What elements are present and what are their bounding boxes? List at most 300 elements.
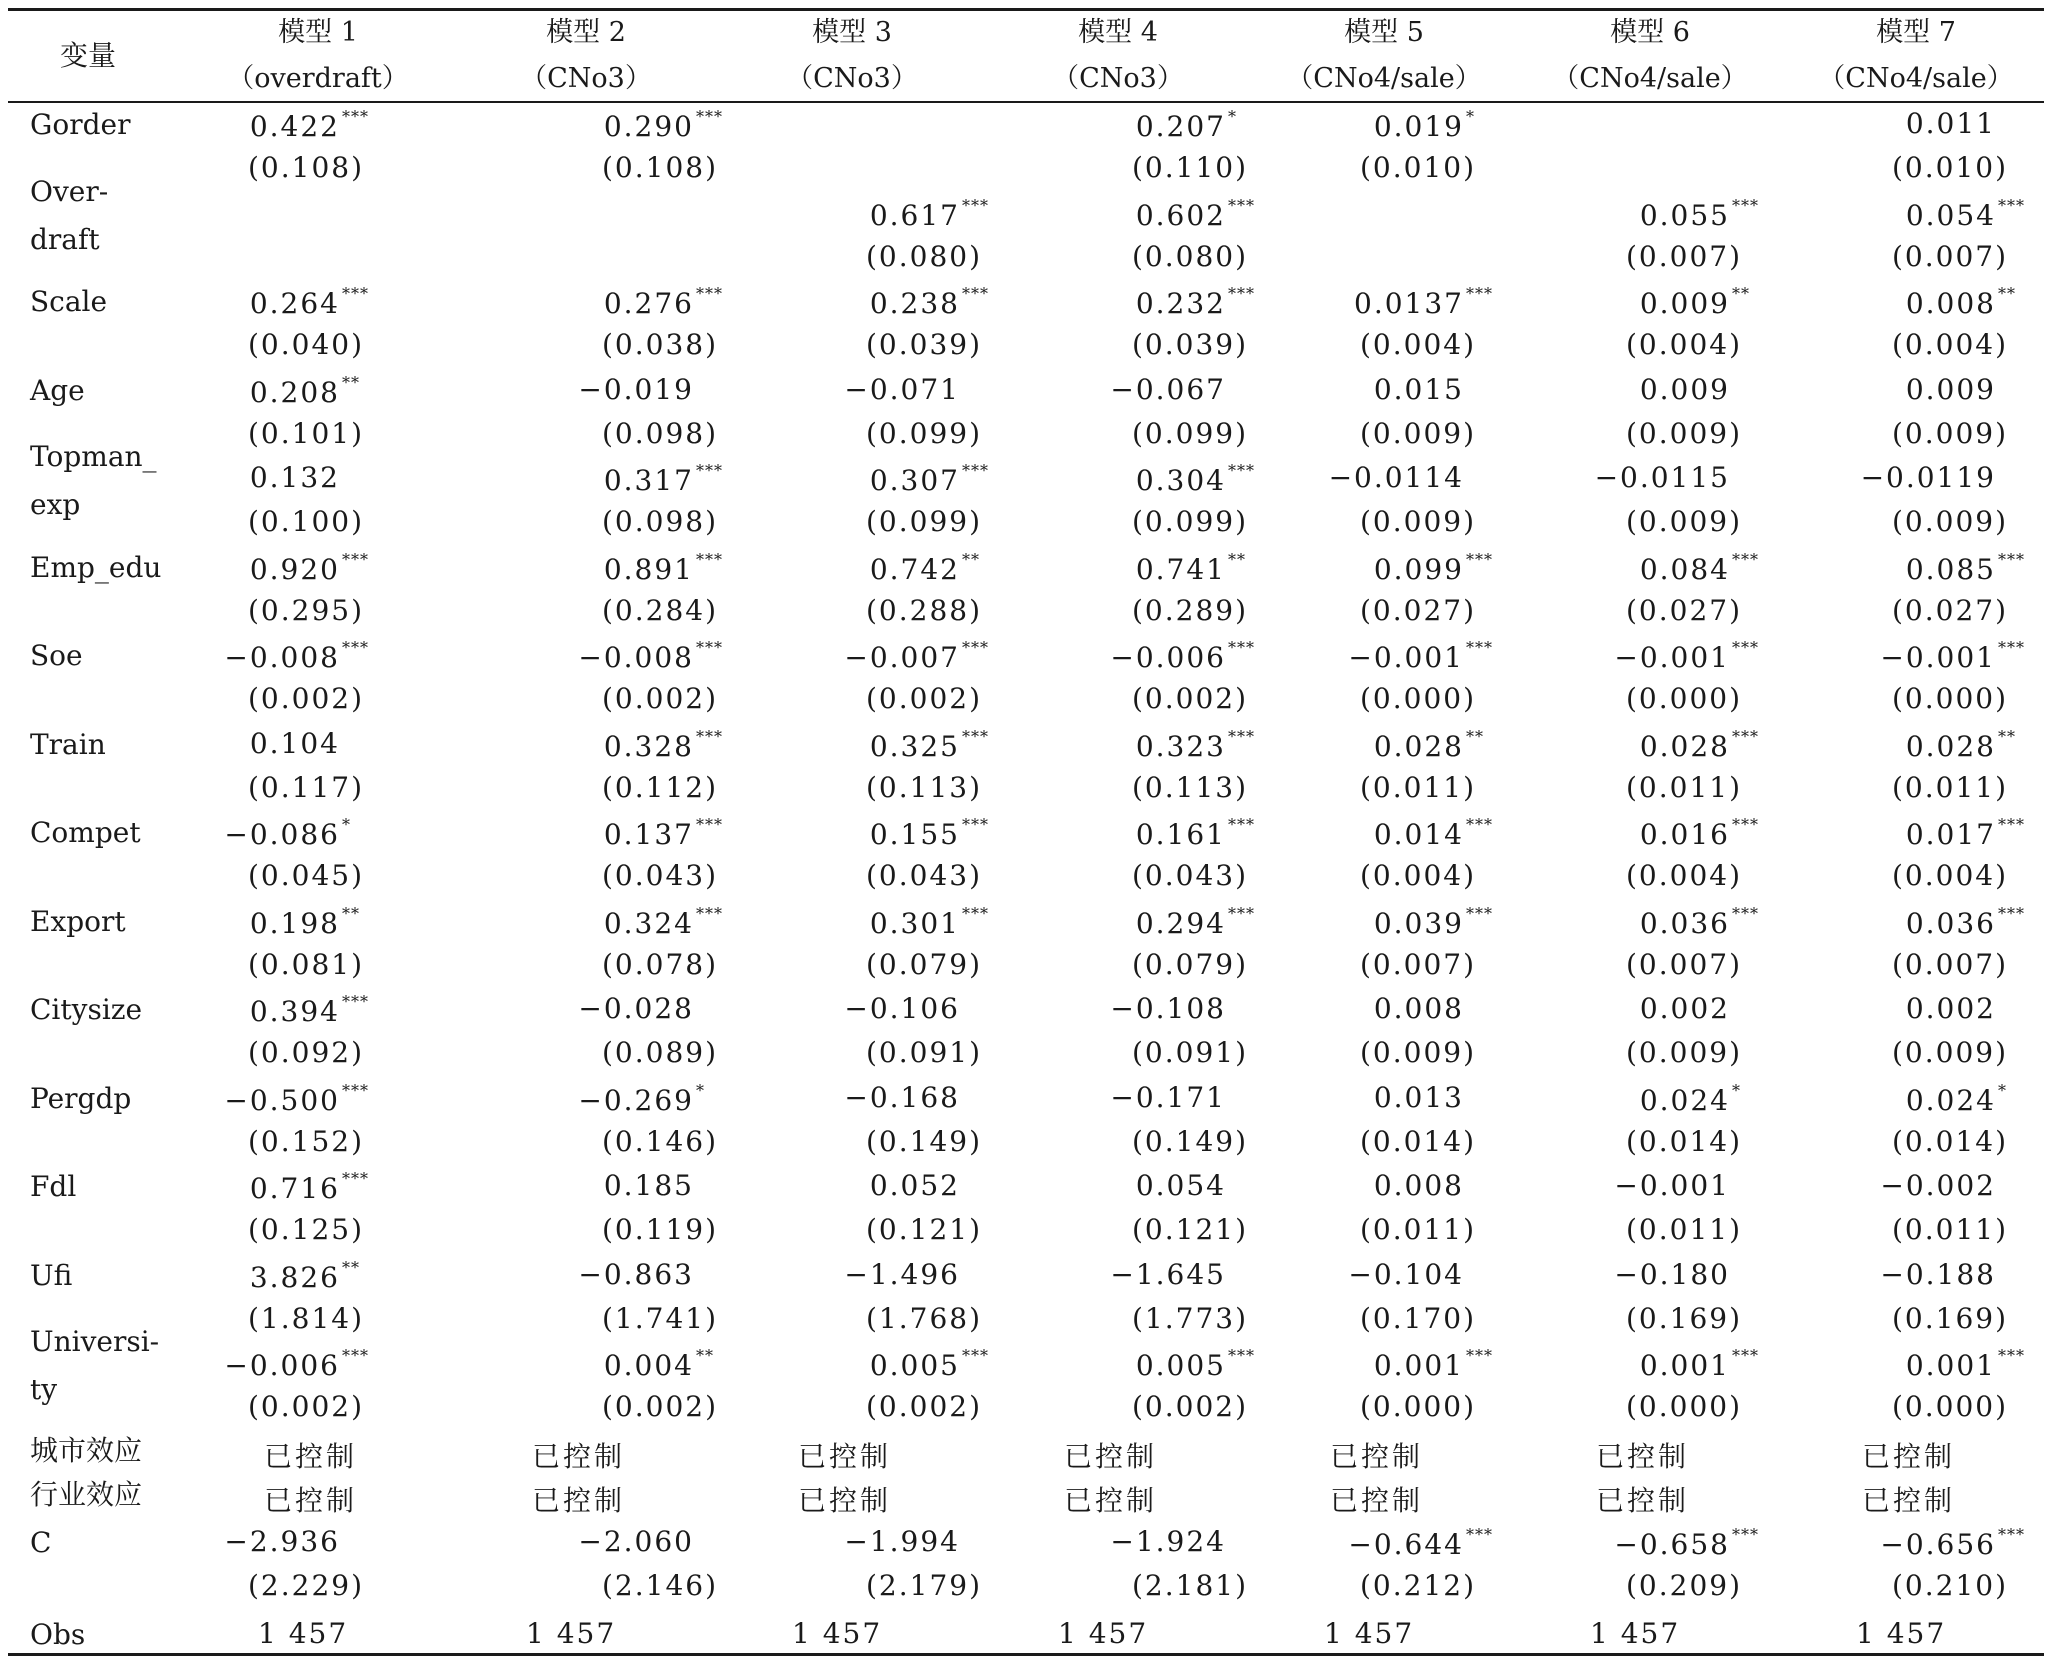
significance-stars: *** xyxy=(696,903,723,923)
coefficient-value: 0.054 xyxy=(1905,198,1996,232)
coefficient-cell xyxy=(1640,815,1759,851)
significance-stars: *** xyxy=(1228,638,1255,657)
standard-error-cell: (1.773) xyxy=(1131,1301,1248,1335)
coefficient-value: 0.008 xyxy=(1905,287,1996,320)
coefficient-value: −0.006 xyxy=(224,1349,340,1382)
standard-error-cell: (0.014) xyxy=(1891,1124,2008,1158)
coefficient-value: −1.924 xyxy=(1110,1524,1226,1558)
coefficient-value: 0.016 xyxy=(1639,818,1730,851)
standard-error-cell: (0.098) xyxy=(601,416,718,450)
standard-error-cell: (0.149) xyxy=(865,1124,982,1158)
coefficient-value: 0.742 xyxy=(869,552,960,586)
significance-stars: *** xyxy=(1732,815,1759,834)
coefficient-value: 0.238 xyxy=(869,287,960,320)
model-header-7 xyxy=(1786,10,2046,102)
coefficient-value: −0.067 xyxy=(1110,372,1226,406)
significance-stars: *** xyxy=(962,638,989,657)
coefficient-value: −0.180 xyxy=(1614,1257,1730,1291)
significance-stars: *** xyxy=(1732,726,1759,746)
coefficient-cell xyxy=(1110,1081,1226,1114)
significance-stars: ** xyxy=(1466,726,1484,746)
significance-stars: *** xyxy=(962,1346,989,1365)
significance-stars: *** xyxy=(342,1080,369,1100)
standard-error-cell: (0.099) xyxy=(1131,416,1248,450)
coefficient-cell xyxy=(1374,992,1464,1025)
coefficient-cell xyxy=(1136,727,1255,763)
significance-stars: * xyxy=(342,815,351,834)
standard-error-cell: (1.768) xyxy=(865,1301,982,1335)
coefficient-cell xyxy=(1906,992,1996,1025)
standard-error-cell: (0.110) xyxy=(1131,151,1248,184)
model-dependent-variable: （CNo3） xyxy=(520,63,652,94)
standard-error-cell: (0.000) xyxy=(1891,1390,2008,1423)
coefficient-cell xyxy=(1374,107,1475,143)
coefficient-cell xyxy=(250,727,340,760)
coefficient-value: 0.422 xyxy=(249,110,340,143)
standard-error-cell: (0.002) xyxy=(247,1390,364,1423)
variable-name: exp xyxy=(30,488,81,521)
coefficient-cell xyxy=(250,373,360,409)
observations-value: 1 457 xyxy=(792,1616,883,1650)
model-dependent-variable: （overdraft） xyxy=(227,63,409,94)
coefficient-value: 0.232 xyxy=(1135,287,1226,320)
significance-stars: *** xyxy=(342,1346,369,1365)
standard-error-cell: (0.039) xyxy=(865,328,982,361)
significance-stars: *** xyxy=(962,726,989,746)
standard-error-cell: (0.209) xyxy=(1625,1568,1742,1602)
standard-error-cell: (0.108) xyxy=(247,151,364,184)
coefficient-value: 0.009 xyxy=(1639,372,1730,406)
standard-error-cell: (0.002) xyxy=(247,682,364,715)
variable-name: Soe xyxy=(30,639,83,672)
coefficient-cell xyxy=(1136,1169,1226,1202)
significance-stars: *** xyxy=(1998,1346,2025,1365)
coefficient-value: −0.028 xyxy=(578,992,694,1025)
standard-error-cell: (0.113) xyxy=(865,770,982,804)
standard-error-cell: (0.009) xyxy=(1625,416,1742,450)
coefficient-value: −0.001 xyxy=(1614,641,1730,674)
coefficient-cell xyxy=(870,196,989,232)
coefficient-cell xyxy=(1614,1525,1759,1561)
model-dependent-variable: （CNo4/sale） xyxy=(1286,63,1482,94)
coefficient-value: 0.301 xyxy=(869,906,960,940)
coefficient-cell xyxy=(1906,1081,2007,1117)
coefficient-value: 0.185 xyxy=(603,1169,694,1202)
standard-error-cell: (0.099) xyxy=(1131,505,1248,538)
significance-stars: * xyxy=(1466,107,1475,126)
coefficient-cell xyxy=(1374,904,1493,940)
coefficient-value: −0.001 xyxy=(1348,641,1464,674)
control-status: 已控制 xyxy=(532,1483,626,1517)
coefficient-cell xyxy=(1374,1346,1493,1382)
model-header-2 xyxy=(456,10,716,102)
standard-error-cell: (0.092) xyxy=(247,1036,364,1069)
coefficient-cell xyxy=(224,1081,369,1117)
significance-stars: *** xyxy=(1732,903,1759,923)
standard-error-cell: (0.045) xyxy=(247,859,364,892)
coefficient-cell xyxy=(1136,550,1246,586)
coefficient-cell xyxy=(1136,196,1255,232)
coefficient-cell xyxy=(1906,107,1996,140)
bottom-rule xyxy=(8,1653,2044,1656)
coefficient-value: 0.741 xyxy=(1135,552,1226,586)
coefficient-value: 0.099 xyxy=(1373,552,1464,586)
constant-label: C xyxy=(30,1525,52,1559)
model-header-6 xyxy=(1520,10,1780,102)
standard-error-cell: (0.000) xyxy=(1625,1390,1742,1423)
significance-stars: *** xyxy=(1228,815,1255,834)
significance-stars: *** xyxy=(1998,903,2025,923)
model-name: 模型 6 xyxy=(1610,17,1690,48)
coefficient-cell xyxy=(1614,1258,1730,1291)
coefficient-value: 0.008 xyxy=(1373,992,1464,1025)
significance-stars: *** xyxy=(342,284,369,303)
standard-error-cell: (0.009) xyxy=(1359,416,1476,450)
significance-stars: *** xyxy=(696,461,723,480)
variable-name: Pergdp xyxy=(30,1081,132,1115)
coefficient-cell xyxy=(870,461,989,497)
standard-error-cell: (0.027) xyxy=(1625,593,1742,627)
coefficient-cell xyxy=(1374,373,1464,406)
model-dependent-variable: （CNo3） xyxy=(1052,63,1184,94)
variable-name: Topman_ xyxy=(30,440,157,473)
coefficient-value: −0.108 xyxy=(1110,992,1226,1025)
coefficient-value: 0.039 xyxy=(1373,906,1464,940)
coefficient-value: 0.920 xyxy=(249,552,340,586)
standard-error-cell: (0.011) xyxy=(1625,1213,1742,1246)
coefficient-cell xyxy=(870,904,989,940)
significance-stars: *** xyxy=(1228,195,1255,215)
coefficient-value: 0.017 xyxy=(1905,818,1996,851)
coefficient-value: 0.891 xyxy=(603,552,694,586)
coefficient-cell xyxy=(1329,461,1464,494)
coefficient-cell xyxy=(578,638,723,674)
coefficient-cell xyxy=(1861,461,1996,494)
model-name: 模型 7 xyxy=(1876,17,1956,48)
significance-stars: *** xyxy=(1998,549,2025,569)
significance-stars: ** xyxy=(1998,726,2016,746)
standard-error-cell: (0.170) xyxy=(1359,1301,1476,1335)
coefficient-value: 0.054 xyxy=(1135,1169,1226,1202)
coefficient-cell xyxy=(604,461,723,497)
coefficient-value: 0.617 xyxy=(869,198,960,232)
coefficient-cell xyxy=(1348,1258,1464,1291)
coefficient-value: 0.307 xyxy=(869,464,960,497)
model-name: 模型 1 xyxy=(278,17,358,48)
significance-stars: *** xyxy=(1998,1524,2025,1544)
coefficient-cell xyxy=(604,550,723,586)
control-status: 已控制 xyxy=(1862,1483,1956,1517)
coefficient-cell xyxy=(1374,727,1484,763)
significance-stars: *** xyxy=(1228,726,1255,746)
coefficient-cell xyxy=(578,1258,694,1291)
standard-error-cell: (0.210) xyxy=(1891,1568,2008,1602)
standard-error-cell: (0.098) xyxy=(601,505,718,538)
significance-stars: ** xyxy=(1228,549,1246,569)
standard-error-cell: (0.117) xyxy=(247,770,364,804)
coefficient-cell xyxy=(1614,1169,1730,1202)
standard-error-cell: (0.007) xyxy=(1625,947,1742,981)
variable-name: Over- xyxy=(30,174,109,208)
significance-stars: *** xyxy=(1228,1346,1255,1365)
control-status: 已控制 xyxy=(1330,1439,1424,1473)
coefficient-cell xyxy=(250,461,340,494)
coefficient-cell xyxy=(1906,196,2025,232)
significance-stars: ** xyxy=(342,1257,360,1277)
coefficient-value: 0.004 xyxy=(603,1349,694,1382)
coefficient-cell xyxy=(250,904,360,940)
coefficient-value: −0.656 xyxy=(1880,1527,1996,1561)
model-name: 模型 2 xyxy=(546,17,626,48)
coefficient-value: 0.019 xyxy=(1373,110,1464,143)
coefficient-value: −0.008 xyxy=(224,641,340,674)
standard-error-cell: (0.011) xyxy=(1359,770,1476,804)
significance-stars: *** xyxy=(696,549,723,569)
coefficient-value: −1.994 xyxy=(844,1524,960,1558)
significance-stars: * xyxy=(1998,1080,2007,1100)
coefficient-value: 0.024 xyxy=(1639,1083,1730,1117)
standard-error-cell: (0.000) xyxy=(1359,682,1476,715)
standard-error-cell: (0.002) xyxy=(1131,682,1248,715)
coefficient-cell xyxy=(1640,284,1750,320)
significance-stars: *** xyxy=(1998,638,2025,657)
coefficient-cell xyxy=(1110,373,1226,406)
coefficient-cell xyxy=(578,992,694,1025)
standard-error-cell: (0.002) xyxy=(601,682,718,715)
coefficient-value: 0.015 xyxy=(1373,372,1464,406)
coefficient-cell xyxy=(1880,1525,2025,1561)
observations-label: Obs xyxy=(30,1617,86,1651)
coefficient-value: −0.863 xyxy=(578,1257,694,1291)
coefficient-cell xyxy=(1640,550,1759,586)
coefficient-cell xyxy=(870,1346,989,1382)
coefficient-value: 0.323 xyxy=(1135,729,1226,763)
coefficient-cell xyxy=(1614,638,1759,674)
coefficient-cell xyxy=(1110,1258,1226,1291)
significance-stars: *** xyxy=(962,195,989,215)
standard-error-cell: (0.113) xyxy=(1131,770,1248,804)
coefficient-value: 0.028 xyxy=(1373,729,1464,763)
standard-error-cell: (0.009) xyxy=(1625,505,1742,538)
coefficient-cell xyxy=(870,727,989,763)
coefficient-cell xyxy=(844,992,960,1025)
coefficient-cell xyxy=(224,815,351,851)
variable-name: Citysize xyxy=(30,993,143,1026)
coefficient-value: 3.826 xyxy=(249,1260,340,1294)
model-header-1 xyxy=(188,10,448,102)
coefficient-cell xyxy=(1374,550,1493,586)
observations-value: 1 457 xyxy=(526,1616,617,1650)
significance-stars: *** xyxy=(1466,284,1493,303)
control-status: 已控制 xyxy=(1862,1439,1956,1473)
coefficient-cell xyxy=(604,727,723,763)
coefficient-value: 0.198 xyxy=(249,906,340,940)
standard-error-cell: (0.002) xyxy=(865,682,982,715)
variable-name: Train xyxy=(30,727,106,761)
significance-stars: ** xyxy=(962,549,980,569)
coefficient-value: 0.001 xyxy=(1905,1349,1996,1382)
significance-stars: *** xyxy=(1732,1524,1759,1544)
variable-name: Export xyxy=(30,904,126,938)
coefficient-cell xyxy=(1906,550,2025,586)
significance-stars: *** xyxy=(342,1169,369,1188)
coefficient-cell xyxy=(1136,815,1255,851)
control-status: 已控制 xyxy=(798,1439,892,1473)
standard-error-cell: (0.004) xyxy=(1625,859,1742,892)
coefficient-value: 0.009 xyxy=(1905,372,1996,406)
coefficient-value: 0.317 xyxy=(603,464,694,497)
standard-error-cell: (0.027) xyxy=(1359,593,1476,627)
significance-stars: *** xyxy=(696,815,723,834)
standard-error-cell: (0.002) xyxy=(601,1390,718,1423)
coefficient-cell xyxy=(604,1346,714,1382)
standard-error-cell: (0.080) xyxy=(1131,239,1248,273)
significance-stars: *** xyxy=(962,461,989,480)
coefficient-value: 0.009 xyxy=(1639,287,1730,320)
standard-error-cell: (0.078) xyxy=(601,947,718,981)
standard-error-cell: (0.121) xyxy=(865,1213,982,1246)
coefficient-cell xyxy=(1110,992,1226,1025)
standard-error-cell: (1.741) xyxy=(601,1301,718,1335)
coefficient-cell xyxy=(844,373,960,406)
coefficient-value: 0.0137 xyxy=(1354,287,1464,320)
significance-stars: *** xyxy=(1228,903,1255,923)
observations-value: 1 457 xyxy=(1590,1616,1681,1650)
coefficient-value: 0.002 xyxy=(1639,992,1730,1025)
coefficient-value: −2.060 xyxy=(578,1524,694,1558)
standard-error-cell: (0.295) xyxy=(247,593,364,627)
variable-name: draft xyxy=(30,222,100,256)
coefficient-value: 0.014 xyxy=(1373,818,1464,851)
standard-error-cell: (1.814) xyxy=(247,1301,364,1335)
standard-error-cell: (0.009) xyxy=(1359,505,1476,538)
control-status: 已控制 xyxy=(1596,1483,1690,1517)
coefficient-value: −0.071 xyxy=(844,372,960,406)
significance-stars: *** xyxy=(342,638,369,657)
coefficient-value: 0.001 xyxy=(1639,1349,1730,1382)
coefficient-value: −0.168 xyxy=(844,1080,960,1114)
variable-name: Emp_edu xyxy=(30,550,162,584)
control-status: 已控制 xyxy=(264,1439,358,1473)
coefficient-cell xyxy=(604,1169,694,1202)
variable-column-header: 变量 xyxy=(60,39,117,72)
significance-stars: ** xyxy=(696,1346,714,1365)
coefficient-value: 0.028 xyxy=(1639,729,1730,763)
coefficient-cell xyxy=(1640,727,1759,763)
control-status: 已控制 xyxy=(1064,1439,1158,1473)
standard-error-cell: (0.007) xyxy=(1891,239,2008,273)
coefficient-cell xyxy=(1906,727,2016,763)
standard-error-cell: (0.288) xyxy=(865,593,982,627)
control-status: 已控制 xyxy=(1330,1483,1424,1517)
significance-stars: *** xyxy=(1466,903,1493,923)
coefficient-cell xyxy=(844,1081,960,1114)
control-status: 已控制 xyxy=(1064,1483,1158,1517)
coefficient-cell xyxy=(250,107,369,143)
standard-error-cell: (0.009) xyxy=(1891,416,2008,450)
coefficient-cell xyxy=(1906,815,2025,851)
coefficient-value: 0.104 xyxy=(249,726,340,760)
coefficient-value: 0.208 xyxy=(249,375,340,409)
model-header-4 xyxy=(988,10,1248,102)
standard-error-cell: (0.080) xyxy=(865,239,982,273)
significance-stars: * xyxy=(1228,107,1237,126)
coefficient-value: 0.085 xyxy=(1905,552,1996,586)
coefficient-value: −0.0115 xyxy=(1594,461,1730,494)
coefficient-cell xyxy=(250,992,369,1028)
standard-error-cell: (0.099) xyxy=(865,416,982,450)
coefficient-value: 0.264 xyxy=(249,287,340,320)
coefficient-cell xyxy=(1640,1346,1759,1382)
standard-error-cell: (0.000) xyxy=(1625,682,1742,715)
standard-error-cell: (0.009) xyxy=(1359,1036,1476,1069)
coefficient-value: 0.207 xyxy=(1135,110,1226,143)
standard-error-cell: (0.108) xyxy=(601,151,718,184)
standard-error-cell: (0.011) xyxy=(1359,1213,1476,1246)
coefficient-cell xyxy=(604,107,723,143)
coefficient-cell xyxy=(578,1525,694,1558)
coefficient-value: 0.328 xyxy=(603,729,694,763)
standard-error-cell: (0.169) xyxy=(1625,1301,1742,1335)
significance-stars: *** xyxy=(962,284,989,303)
standard-error-cell: (0.011) xyxy=(1891,1213,2008,1246)
significance-stars: * xyxy=(1732,1080,1741,1100)
model-header-3 xyxy=(722,10,982,102)
standard-error-cell: (0.009) xyxy=(1891,505,2008,538)
standard-error-cell: (0.000) xyxy=(1891,682,2008,715)
coefficient-cell xyxy=(1640,904,1759,940)
coefficient-value: 0.290 xyxy=(603,110,694,143)
coefficient-value: 0.013 xyxy=(1373,1080,1464,1114)
standard-error-cell: (0.169) xyxy=(1891,1301,2008,1335)
standard-error-cell: (0.002) xyxy=(865,1390,982,1423)
coefficient-value: 0.602 xyxy=(1135,198,1226,232)
standard-error-cell: (0.101) xyxy=(247,416,364,450)
standard-error-cell: (0.146) xyxy=(601,1124,718,1158)
coefficient-cell xyxy=(1880,638,2025,674)
coefficient-value: 0.024 xyxy=(1905,1083,1996,1117)
variable-name: Fdl xyxy=(30,1170,77,1203)
significance-stars: *** xyxy=(962,815,989,834)
significance-stars: *** xyxy=(1732,638,1759,657)
standard-error-cell: (0.038) xyxy=(601,328,718,361)
coefficient-value: −0.086 xyxy=(224,818,340,851)
significance-stars: ** xyxy=(342,903,360,923)
coefficient-cell xyxy=(870,815,989,851)
control-status: 已控制 xyxy=(532,1439,626,1473)
coefficient-value: 0.394 xyxy=(249,995,340,1028)
variable-name: Universi- xyxy=(30,1325,160,1358)
standard-error-cell: (0.091) xyxy=(1131,1036,1248,1069)
variable-name: Gorder xyxy=(30,108,131,141)
coefficient-cell xyxy=(250,1258,360,1294)
coefficient-cell xyxy=(870,550,980,586)
coefficient-value: −0.269 xyxy=(578,1083,694,1117)
standard-error-cell: (0.212) xyxy=(1359,1568,1476,1602)
standard-error-cell: (0.009) xyxy=(1891,1036,2008,1069)
coefficient-cell xyxy=(1595,461,1730,494)
coefficient-value: −0.104 xyxy=(1348,1257,1464,1291)
coefficient-cell xyxy=(1348,1525,1493,1561)
standard-error-cell: (0.119) xyxy=(601,1213,718,1246)
standard-error-cell: (0.010) xyxy=(1891,151,2008,184)
observations-value: 1 457 xyxy=(1856,1616,1947,1650)
coefficient-value: 0.055 xyxy=(1639,198,1730,232)
coefficient-cell xyxy=(1640,373,1730,406)
coefficient-value: 0.036 xyxy=(1639,906,1730,940)
standard-error-cell: (0.007) xyxy=(1891,947,2008,981)
coefficient-value: 0.137 xyxy=(603,818,694,851)
